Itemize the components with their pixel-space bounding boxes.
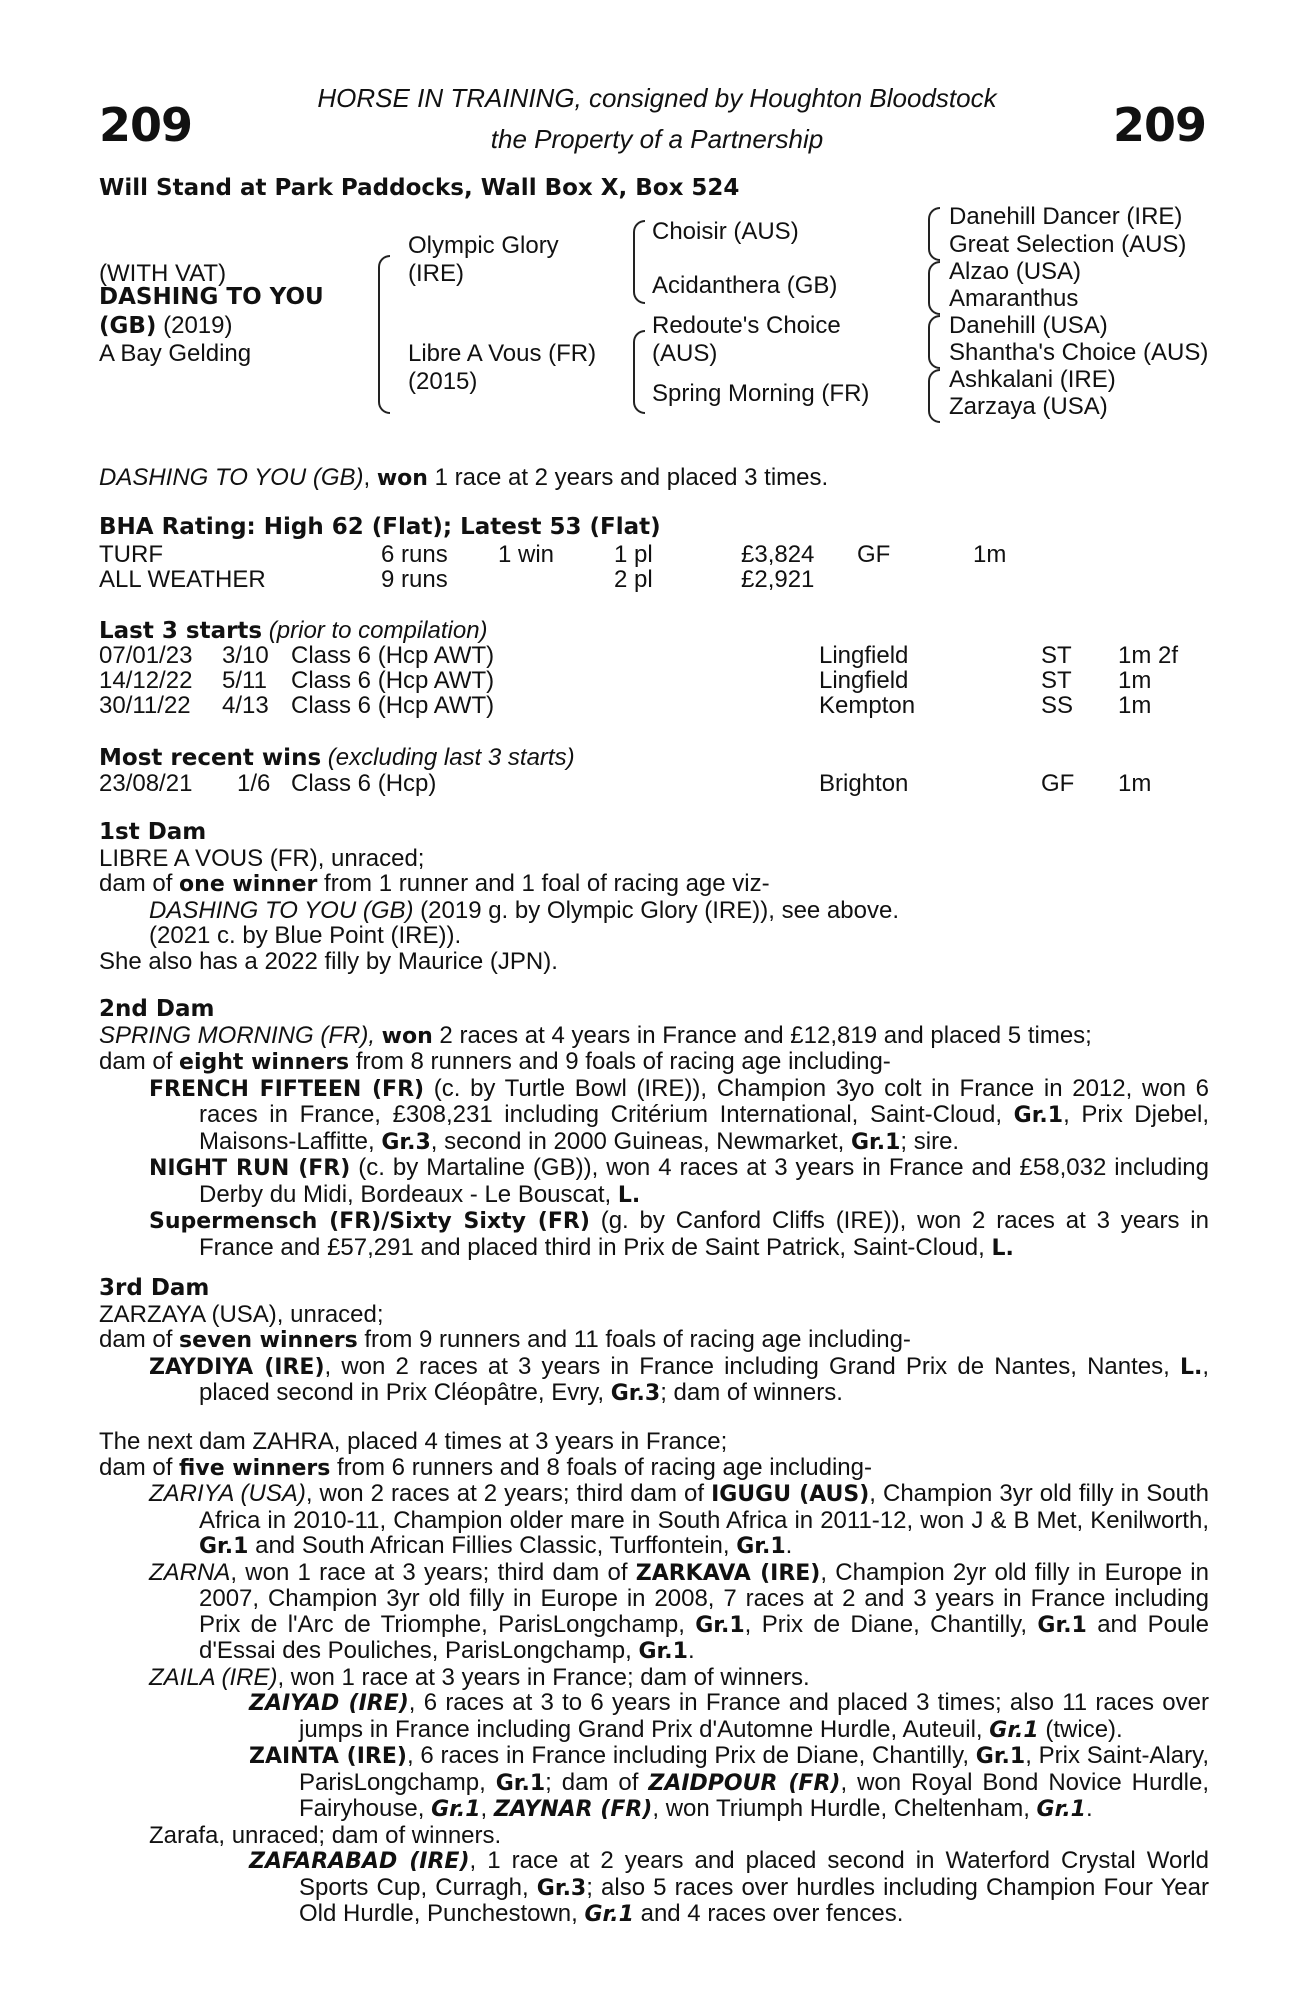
rating-wins: 1 win [498, 541, 555, 568]
start-race: Class 6 (Hcp AWT) [291, 692, 495, 719]
produce-entry: FRENCH FIFTEEN (FR) (c. by Turtle Bowl (IRE)), Champion 3yo colt in France in 2012, won 6 races in France, £308,231 including Critérium International, Saint-Cloud, Gr.1, Prix Djebel, Maisons-Laffitte, Gr.3, second in 2000 Guineas, Newmarket, Gr.1; sire. [149, 1074, 1210, 1155]
last3-note: (prior to compilation) [262, 617, 488, 644]
first-dam-section [99, 820, 1209, 974]
first-dam-foal: DASHING TO YOU (GB) (2019 g. by Olympic Glory (IRE)), see above. [149, 896, 899, 924]
start-distance: 1m [1118, 667, 1152, 694]
start-course: Lingfield [819, 667, 909, 694]
brace-parents [378, 255, 390, 414]
first-dam-note: She also has a 2022 filly by Maurice (JPN). [99, 947, 558, 975]
third-dam-section [99, 1276, 1209, 1407]
brace-gg-2 [928, 261, 940, 315]
brace-gg-1 [928, 207, 940, 261]
start-going: SS [1041, 692, 1074, 719]
brace-sire-line [633, 220, 645, 304]
recent-note: (excluding last 3 starts) [321, 744, 575, 771]
start-race: Class 6 (Hcp AWT) [291, 667, 495, 694]
win-date: 23/08/21 [99, 770, 193, 797]
produce-entry: ZARIYA (USA), won 2 races at 2 years; third dam of IGUGU (AUS), Champion 3yr old filly in South Africa in 2010-11, Champion older mare in South Africa in 2011-12, won J & B Met, Kenilworth, Gr.1 and South African Fillies Classic, Turffontein, Gr.1. [149, 1480, 1210, 1559]
race-summary: DASHING TO YOU (GB), won 1 race at 2 years and placed 3 times. [99, 464, 829, 491]
brace-gg-3 [928, 315, 940, 369]
brace-dam-line [633, 330, 645, 414]
next-dam-line: The next dam ZAHRA, placed 4 times at 3 years in France; [99, 1428, 728, 1455]
first-dam-produce-line: dam of one winner from 1 runner and 1 foal of racing age viz- [99, 870, 770, 897]
produce-entry: Supermensch (FR)/Sixty Sixty (FR) (g. by Canford Cliffs (IRE)), won 2 races at 3 years in France and £57,291 and placed third in Prix de Saint Patrick, Saint-Cloud, L. [149, 1207, 1209, 1261]
produce-entry: ZAYDIYA (IRE), won 2 races at 3 years in France including Grand Prix de Nantes, Nantes, L., placed second in Prix Cléopâtre, Evry, Gr.3; dam of winners. [149, 1352, 1209, 1406]
start-distance: 1m 2f [1118, 642, 1179, 669]
second-dam-produce-line: dam of eight winners from 8 runners and 9 foals of racing age including- [99, 1048, 891, 1075]
rating-surface: TURF [99, 541, 163, 568]
horse-description: A Bay Gelding [99, 340, 252, 367]
win-course: Brighton [819, 770, 909, 797]
dam-sire-name: Redoute's Choice [652, 312, 841, 339]
start-position: 3/10 [222, 642, 269, 669]
start-distance: 1m [1118, 692, 1152, 719]
rating-heading: BHA Rating: High 62 (Flat); Latest 53 (Flat) [99, 514, 661, 540]
start-date: 07/01/23 [99, 642, 193, 669]
great-grandparent-4: Amaranthus [949, 285, 1079, 312]
rating-runs: 6 runs [381, 541, 448, 568]
second-dam-line: SPRING MORNING (FR), won 2 races at 4 years in France and £12,819 and placed 5 times; [99, 1021, 1092, 1049]
first-dam-heading: 1st Dam [99, 819, 207, 845]
great-grandparent-1: Danehill Dancer (IRE) [949, 203, 1183, 230]
sire-name: Olympic Glory [408, 232, 559, 259]
win-going: GF [1041, 770, 1075, 797]
start-date: 30/11/22 [99, 692, 191, 719]
start-date: 14/12/22 [99, 667, 193, 694]
lot-number-right: 209 [1112, 98, 1206, 152]
rating-earnings: £3,824 [741, 541, 815, 568]
start-going: ST [1041, 667, 1072, 694]
horse-origin-year [99, 313, 232, 340]
header-property: the Property of a Partnership [490, 124, 824, 154]
first-dam-foal: (2021 c. by Blue Point (IRE)). [149, 922, 462, 949]
great-grandparent-7: Ashkalani (IRE) [949, 366, 1116, 393]
first-dam-line: LIBRE A VOUS (FR), unraced; [99, 844, 425, 872]
header-consignor: HORSE IN TRAINING, consigned by Houghton Bloodstock [317, 83, 997, 113]
brace-gg-4 [928, 369, 940, 423]
produce-entry: ZAILA (IRE), won 1 race at 3 years in France; dam of winners. [149, 1663, 810, 1691]
produce-entry: Zarafa, unraced; dam of winners. [149, 1821, 502, 1849]
summary-won: won [376, 466, 428, 491]
third-dam-line: ZARZAYA (USA), unraced; [99, 1300, 384, 1328]
win-race: Class 6 (Hcp) [291, 770, 437, 797]
rating-going: GF [857, 541, 891, 568]
sire-dam: Acidanthera (GB) [652, 272, 838, 299]
rating-surface: ALL WEATHER [99, 566, 266, 593]
rating-earnings: £2,921 [741, 566, 815, 593]
produce-entry: NIGHT RUN (FR) (c. by Martaline (GB)), won 4 races at 3 years in France and £58,032 including Derby du Midi, Bordeaux - Le Bouscat, L. [149, 1154, 1210, 1208]
rating-placed: 2 pl [614, 566, 653, 593]
sire-origin: (IRE) [408, 260, 464, 287]
great-grandparent-5: Danehill (USA) [949, 312, 1108, 339]
start-position: 4/13 [222, 692, 269, 719]
start-position: 5/11 [222, 667, 267, 694]
sire-sire: Choisir (AUS) [652, 218, 799, 245]
great-grandparent-2: Great Selection (AUS) [949, 231, 1187, 258]
next-dam-section [99, 1429, 1209, 1928]
last3-heading: Last 3 starts [99, 618, 263, 644]
start-going: ST [1041, 642, 1072, 669]
start-course: Kempton [819, 692, 916, 719]
rating-placed: 1 pl [614, 541, 653, 568]
dam-year: (2015) [408, 368, 478, 395]
horse-origin: (GB) [99, 313, 157, 339]
produce-entry: ZAINTA (IRE), 6 races in France including Prix de Diane, Chantilly, Gr.1, Prix Saint-Alary, ParisLongchamp, Gr.1; dam of ZAIDPOUR (FR), won Royal Bond Novice Hurdle, Fairyhouse, Gr.1, ZAYNAR (FR), won Triumph Hurdle, Cheltenham, Gr.1. [249, 1742, 1210, 1822]
great-grandparent-3: Alzao (USA) [949, 258, 1082, 285]
vat-note: (WITH VAT) [99, 260, 227, 287]
third-dam-produce-line: dam of seven winners from 9 runners and 11 foals of racing age including- [99, 1326, 911, 1353]
dam-sire-origin: (AUS) [652, 340, 718, 367]
horse-year: (2019) [156, 312, 233, 339]
third-dam-heading: 3rd Dam [99, 1275, 210, 1301]
great-grandparent-8: Zarzaya (USA) [949, 393, 1108, 420]
start-course: Lingfield [819, 642, 909, 669]
produce-entry: ZAFARABAD (IRE), 1 race at 2 years and placed second in Waterford Crystal World Sports Cup, Curragh, Gr.3; also 5 races over hurdles including Champion Four Year Old Hurdle, Punchestown, Gr.1 and 4 races over fences. [249, 1847, 1209, 1927]
produce-entry: ZAIYAD (IRE), 6 races at 3 to 6 years in France and placed 3 times; also 11 races over jumps in France including Grand Prix d'Automne Hurdle, Auteuil, Gr.1 (twice). [249, 1689, 1209, 1743]
great-grandparent-6: Shantha's Choice (AUS) [949, 339, 1209, 366]
produce-entry: ZARNA, won 1 race at 3 years; third dam of ZARKAVA (IRE), Champion 2yr old filly in Europe in 2007, Champion 3yr old filly in Europe in 2008, 7 races at 2 and 3 years in France including Prix de l'Arc de Triomphe, ParisLongchamp, Gr.1, Prix de Diane, Chantilly, Gr.1 and Poule d'Essai des Pouliches, ParisLongchamp, Gr.1. [149, 1558, 1209, 1664]
second-dam-section [99, 997, 1209, 1261]
dam-dam: Spring Morning (FR) [652, 380, 870, 407]
summary-text: 1 race at 2 years and placed 3 times. [427, 464, 829, 491]
dam-name: Libre A Vous (FR) [408, 340, 597, 367]
horse-name: DASHING TO YOU [99, 284, 324, 310]
rating-runs: 9 runs [381, 566, 448, 593]
rating-distance: 1m [973, 541, 1007, 568]
summary-horse-name: DASHING TO YOU (GB) [99, 464, 364, 491]
stand-location: Will Stand at Park Paddocks, Wall Box X, Box 524 [99, 175, 740, 201]
second-dam-heading: 2nd Dam [99, 996, 215, 1022]
last3-heading-line [99, 618, 488, 645]
start-race: Class 6 (Hcp AWT) [291, 642, 495, 669]
win-distance: 1m [1118, 770, 1152, 797]
next-dam-produce-line: dam of five winners from 6 runners and 8 foals of racing age including- [99, 1453, 872, 1481]
win-position: 1/6 [237, 770, 271, 797]
recent-heading: Most recent wins [99, 745, 322, 771]
recent-heading-line [99, 745, 575, 772]
lot-number-left: 209 [99, 98, 193, 152]
